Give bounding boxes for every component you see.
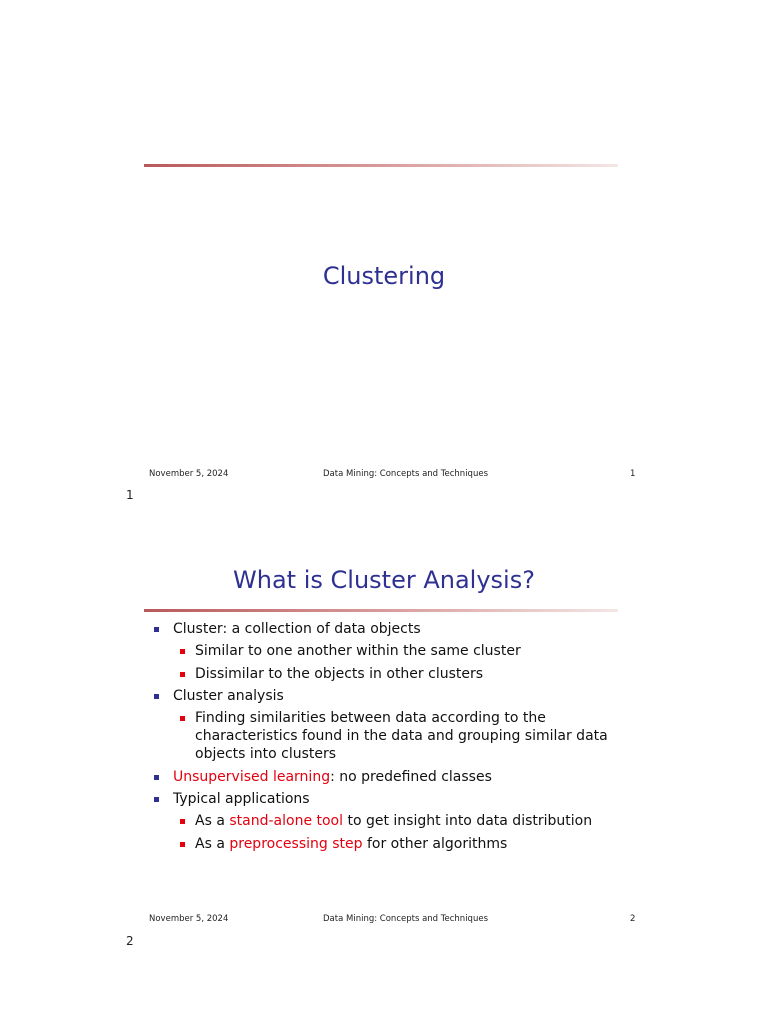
slide-2-title: What is Cluster Analysis? xyxy=(233,566,535,594)
slide-2-footer-center: Data Mining: Concepts and Techniques xyxy=(323,914,488,924)
sub-bullet-text: Similar to one another within the same cluster xyxy=(195,643,521,659)
bullet-typical-applications xyxy=(154,790,634,853)
highlight-text: preprocessing step xyxy=(229,835,363,852)
bullet-text: Typical applications xyxy=(173,791,310,807)
page-label-1: 1 xyxy=(126,488,134,502)
slide-1-title: Clustering xyxy=(322,262,446,290)
slide-2-footer-date: November 5, 2024 xyxy=(149,914,229,924)
sub-bullet xyxy=(173,665,634,683)
page-label-2: 2 xyxy=(126,934,134,948)
sub-bullet-text-post: to get insight into data distribution xyxy=(343,813,593,829)
bullet-square-icon xyxy=(154,775,159,780)
bullet-cluster-analysis xyxy=(154,687,634,763)
bullet-text: Cluster: a collection of data objects xyxy=(173,621,421,637)
sub-bullet xyxy=(173,835,634,853)
highlight-text: stand-alone tool xyxy=(229,813,344,829)
slide-2-bullet-list xyxy=(154,620,634,857)
sub-bullet-square-icon xyxy=(180,842,185,847)
sub-bullet-square-icon xyxy=(180,819,185,824)
bullet-cluster xyxy=(154,620,634,683)
highlight-text: Unsupervised learning xyxy=(173,768,331,785)
bullet-square-icon xyxy=(154,627,159,632)
bullet-text: : no predefined classes xyxy=(330,768,492,785)
slide-2-footer-number: 2 xyxy=(630,914,636,924)
slide-1-footer-date: November 5, 2024 xyxy=(149,469,229,479)
sub-bullet-square-icon xyxy=(180,716,185,721)
sub-bullet-text: Finding similarities between data according to the characteristics found in the data and grouping similar data objects into clusters xyxy=(195,710,608,762)
sub-bullet-text-pre: As a xyxy=(195,813,230,829)
bullet-square-icon xyxy=(154,797,159,802)
sub-bullet-square-icon xyxy=(180,672,185,677)
sub-bullet xyxy=(173,812,634,830)
title-divider-2 xyxy=(144,609,618,612)
bullet-square-icon xyxy=(154,694,159,699)
sub-bullet-text: Dissimilar to the objects in other clusters xyxy=(195,665,484,682)
slide-1-footer-center: Data Mining: Concepts and Techniques xyxy=(323,469,488,479)
sub-bullet xyxy=(173,709,634,763)
sub-bullet-text-post: for other algorithms xyxy=(362,835,508,852)
sub-bullet-square-icon xyxy=(180,649,185,654)
sub-bullet-text-pre: As a xyxy=(195,835,230,852)
title-divider-1 xyxy=(144,164,618,167)
bullet-text: Cluster analysis xyxy=(173,688,284,704)
slide-1-footer-number: 1 xyxy=(630,469,636,479)
sub-bullet xyxy=(173,642,634,660)
bullet-unsupervised xyxy=(154,768,634,786)
